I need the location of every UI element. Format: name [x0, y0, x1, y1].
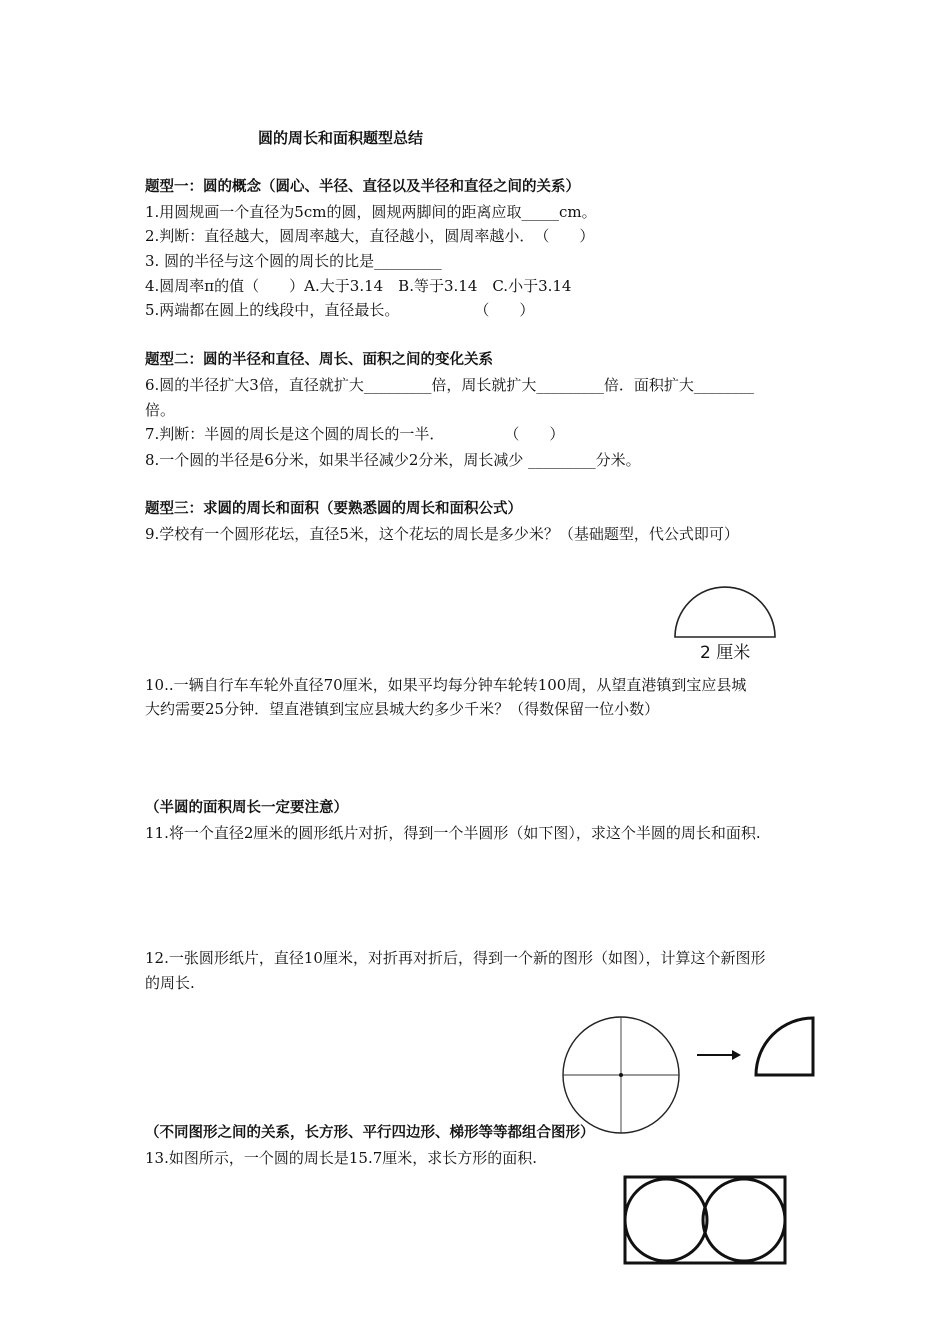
- question-13: 13.如图所示，一个圆的周长是15.7厘米，求长方形的面积.: [145, 1149, 538, 1167]
- quarter-circle-shape: [756, 1018, 813, 1075]
- question-11: 11.将一个直径2厘米的圆形纸片对折，得到一个半圆形（如下图），求这个半圆的周长和面积.: [145, 824, 761, 842]
- question-2: 2.判断：直径越大，圆周率越大，直径越小，圆周率越小． （ ）: [145, 227, 595, 245]
- question-3: 3. 圆的半径与这个圆的周长的比是_________: [145, 252, 442, 270]
- rectangle-shape: [625, 1177, 785, 1263]
- note-shapes: （不同图形之间的关系，长方形、平行四边形、梯形等等都组合图形）: [145, 1125, 595, 1141]
- right-circle-shape: [703, 1179, 785, 1261]
- folding-figure: [560, 1015, 825, 1140]
- question-6-line-2: 倍。: [145, 401, 176, 419]
- rectangle-circles-figure: [622, 1174, 788, 1266]
- question-1: 1.用圆规画一个直径为5cm的圆，圆规两脚间的距离应取_____cm。: [145, 203, 597, 221]
- question-7: 7.判断：半圆的周长是这个圆的周长的一半． （ ）: [145, 425, 565, 443]
- semicircle-diameter-label: 2 厘米: [700, 643, 751, 663]
- question-9: 9.学校有一个圆形花坛，直径5米，这个花坛的周长是多少米？（基础题型，代公式即可）: [145, 525, 739, 543]
- question-6-line-1: 6.圆的半径扩大3倍，直径就扩大_________倍，周长就扩大_________倍．面积扩大________: [145, 376, 754, 394]
- section-2-heading: 题型二：圆的半径和直径、周长、面积之间的变化关系: [145, 352, 493, 368]
- question-5: 5.两端都在圆上的线段中，直径最长。 （ ）: [145, 301, 535, 319]
- question-12-line-2: 的周长.: [145, 974, 195, 992]
- note-semicircle: （半圆的面积周长一定要注意）: [145, 800, 348, 816]
- question-4: 4.圆周率π的值（ ）A.大于3.14 B.等于3.14 C.小于3.14: [145, 277, 572, 295]
- question-10-line-2: 大约需要25分钟．望直港镇到宝应县城大约多少千米？（得数保留一位小数）: [145, 700, 660, 718]
- page-title: 圆的周长和面积题型总结: [258, 129, 424, 147]
- section-3-heading: 题型三：求圆的周长和面积（要熟悉圆的周长和面积公式）: [145, 501, 522, 517]
- left-circle-shape: [625, 1179, 707, 1261]
- semicircle-figure: [670, 587, 780, 667]
- center-dot: [619, 1073, 623, 1077]
- semicircle-shape: [675, 587, 775, 637]
- question-12-line-1: 12.一张圆形纸片，直径10厘米，对折再对折后，得到一个新的图形（如图），计算这个新图形: [145, 949, 766, 967]
- question-8: 8.一个圆的半径是6分米，如果半径减少2分米，周长减少 _________分米。: [145, 451, 641, 469]
- question-10-line-1: 10..一辆自行车车轮外直径70厘米，如果平均每分钟车轮转100周，从望直港镇到宝应县城: [145, 676, 747, 694]
- arrow-head: [732, 1050, 741, 1060]
- section-1-heading: 题型一：圆的概念（圆心、半径、直径以及半径和直径之间的关系）: [145, 179, 580, 195]
